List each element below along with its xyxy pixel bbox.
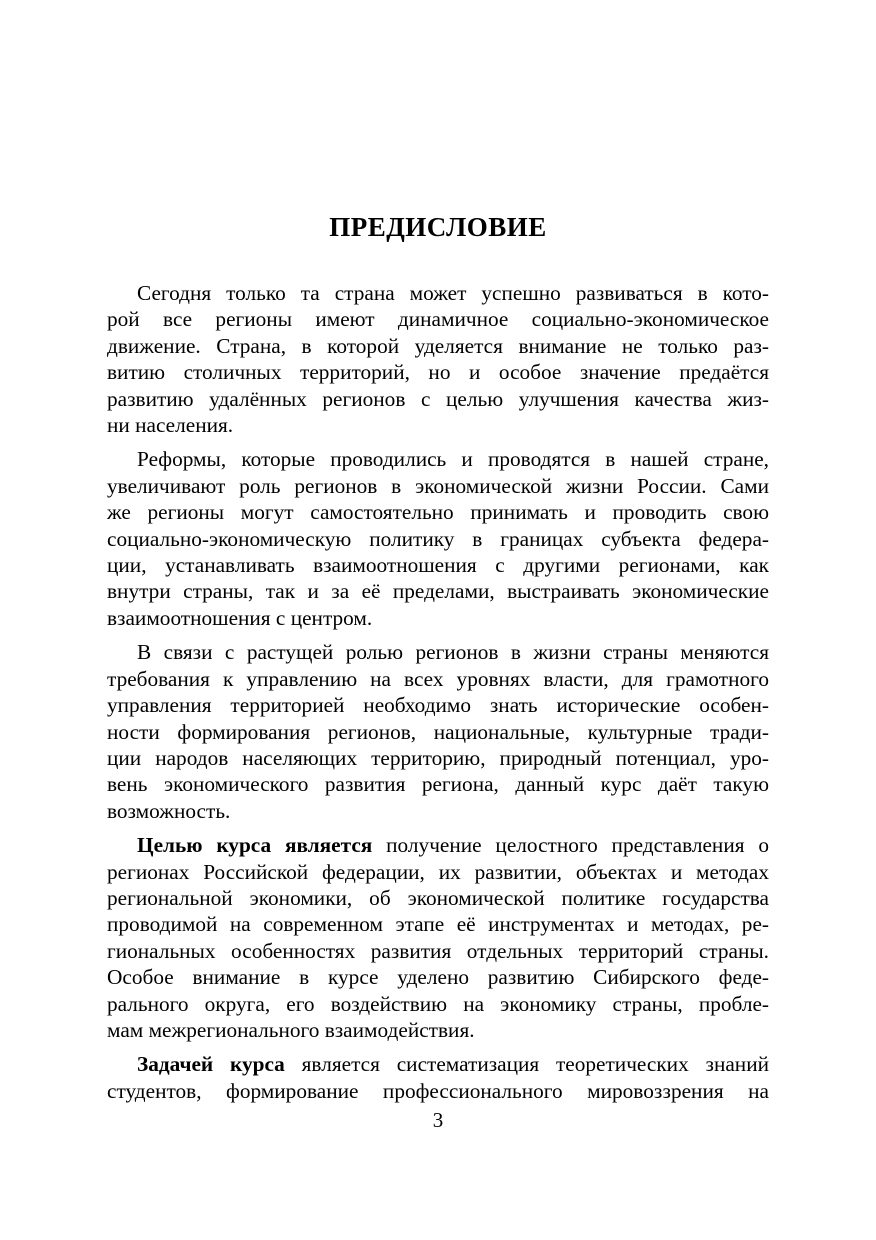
- text-line: В связи с растущей ролью регионов в жизни страны меняются: [137, 640, 769, 665]
- text-line: Особое внимание в курсе уделено развитию Сибирского феде-: [107, 965, 769, 990]
- text-line: ции народов населяющих территорию, природный потенциал, уро-: [107, 745, 769, 770]
- paragraph-5: [107, 1051, 769, 1104]
- text-line: Сегодня только та страна может успешно развиваться в кото-: [137, 281, 769, 305]
- text-line: регионах Российской федерации, их развитии, объектах и методах: [107, 859, 769, 884]
- text-line: студентов, формирование профессионального мировоззрения на: [107, 1078, 769, 1103]
- text-line: [107, 832, 769, 858]
- text-line: Реформы, которые проводились и проводятся в нашей стране,: [137, 447, 769, 472]
- page-content: [107, 210, 769, 1112]
- text-line: же регионы могут самостоятельно принимать и проводить свою: [107, 500, 769, 525]
- text-line: мам межрегионального взаимодействия.: [107, 1017, 475, 1042]
- text-line: взаимоотношения с центром.: [107, 605, 373, 630]
- text-line: увеличивают роль регионов в экономической жизни России. Сами: [107, 473, 769, 498]
- text-line: рального округа, его воздействию на экономику страны, пробле-: [107, 991, 769, 1016]
- text-line: [107, 1051, 769, 1077]
- text-line: ности формирования регионов, национальные, культурные тради-: [107, 719, 769, 744]
- paragraph-3: [107, 639, 769, 824]
- paragraph-1: [107, 280, 769, 438]
- text-line: проводимой на современном этапе её инструментах и методах, ре-: [107, 912, 769, 937]
- text-line: движение. Страна, в которой уделяется внимание не только раз-: [107, 333, 769, 358]
- bold-lead-text: Целью курса является: [137, 833, 373, 858]
- text-line: рой все регионы имеют динамичное социально-экономическое: [107, 307, 769, 332]
- page-title: ПРЕДИСЛОВИЕ: [329, 212, 547, 242]
- text-line: региональной экономики, об экономической политике государства: [107, 885, 769, 910]
- paragraph-4: [107, 832, 769, 1043]
- text-line: вень экономического развития региона, данный курс даёт такую: [107, 772, 769, 797]
- text-line: развитию удалённых регионов с целью улучшения качества жиз-: [107, 386, 769, 411]
- text-line: возможность.: [107, 798, 231, 823]
- text-line: требования к управлению на всех уровнях власти, для грамотного: [107, 666, 769, 691]
- line-rest-text: является систематизация теоретических знаний: [284, 1052, 769, 1077]
- paragraph-2: [107, 446, 769, 631]
- text-line: социально-экономическую политику в границах субъекта федера-: [107, 526, 769, 551]
- text-line: управления территорией необходимо знать исторические особен-: [107, 693, 769, 718]
- text-line: внутри страны, так и за её пределами, выстраивать экономические: [107, 579, 769, 604]
- text-line: гиональных особенностях развития отдельных территорий страны.: [107, 938, 769, 963]
- bold-lead-text: Задачей курса: [137, 1052, 285, 1077]
- text-line: ции, устанавливать взаимоотношения с другими регионами, как: [107, 553, 769, 578]
- page-number: 3: [432, 1108, 444, 1132]
- text-line: ни населения.: [107, 413, 234, 438]
- text-line: витию столичных территорий, но и особое значение предаётся: [107, 360, 769, 385]
- line-rest-text: получение целостного представления о: [372, 833, 769, 858]
